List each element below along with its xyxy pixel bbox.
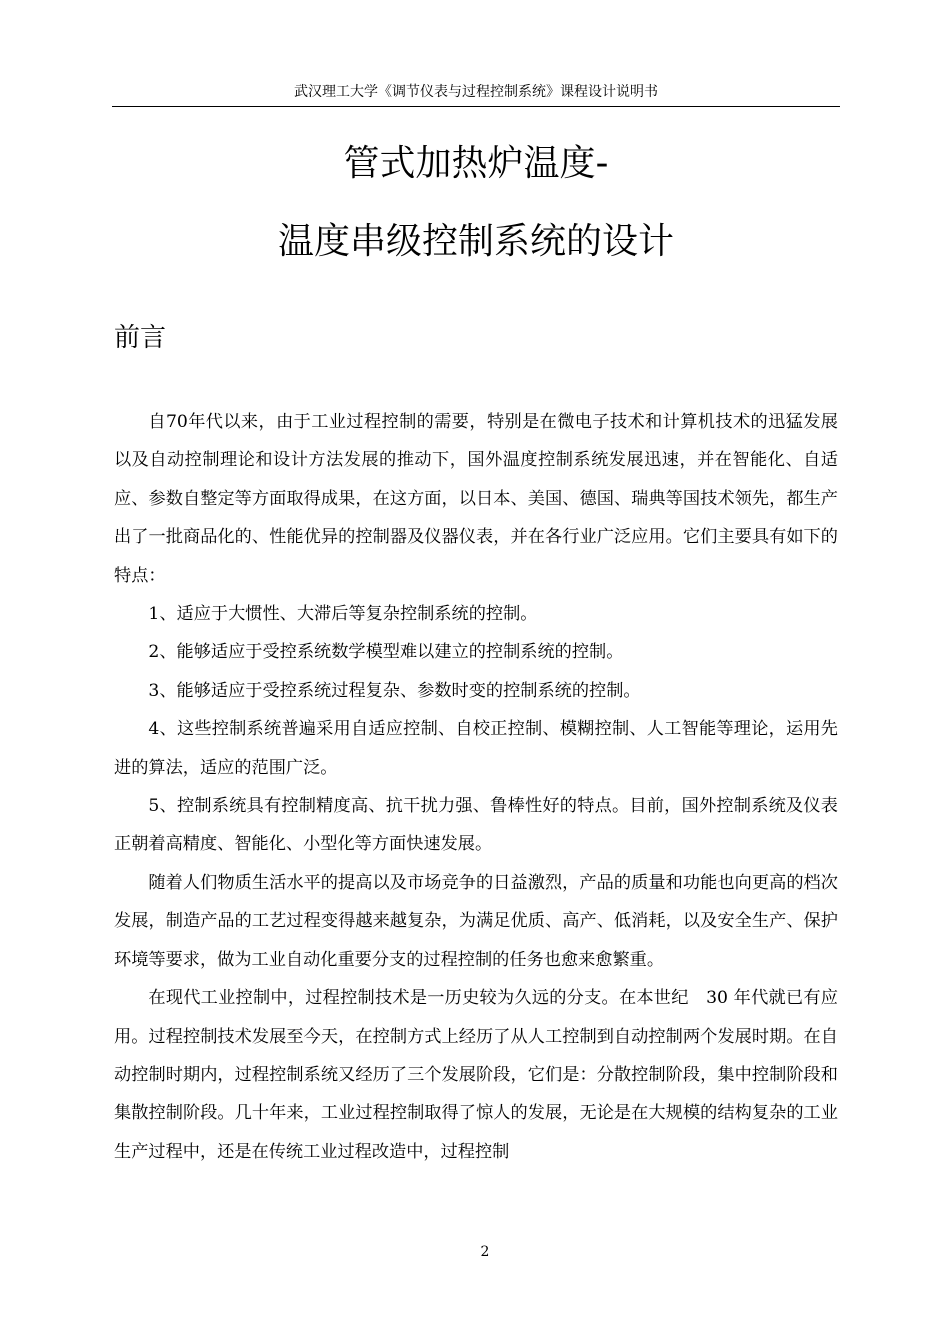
running-header: 武汉理工大学《调节仪表与过程控制系统》课程设计说明书: [294, 84, 658, 100]
page-number: 2: [480, 1244, 490, 1260]
body-text: [114, 403, 838, 1171]
list-item-1: 1、适应于大惯性、大滞后等复杂控制系统的控制。: [148, 604, 538, 625]
list-item-4: 4、这些控制系统普遍采用自适应控制、自校正控制、模糊控制、人工智能等理论，运用先进的算法，适应的范围广泛。: [114, 719, 838, 778]
paragraph-history: 在现代工业控制中，过程控制技术是一历史较为久远的分支。在本世纪 30 年代就已有应用。过程控制技术发展至今天，在控制方式上经历了从人工控制到自动控制两个发展时期。在自动控制时期内，过程控制系统又经历了三个发展阶段，它们是：分散控制阶段，集中控制阶段和集散控制阶段。几十年来，工业过程控制取得了惊人的发展，无论是在大规模的结构复杂的工业生产过程中，还是在传统工业过程改造中，过程控制: [114, 988, 838, 1162]
paragraph-market: 随着人们物质生活水平的提高以及市场竞争的日益激烈，产品的质量和功能也向更高的档次发展，制造产品的工艺过程变得越来越复杂，为满足优质、高产、低消耗，以及安全生产、保护环境等要求，做为工业自动化重要分支的过程控制的任务也愈来愈繁重。: [114, 872, 838, 970]
document-title-line-1: 管式加热炉温度-: [343, 143, 609, 184]
section-heading: 前言: [114, 323, 167, 353]
list-item-5: 5、控制系统具有控制精度高、抗干扰力强、鲁棒性好的特点。目前，国外控制系统及仪表正朝着高精度、智能化、小型化等方面快速发展。: [114, 796, 838, 855]
list-item-3: 3、能够适应于受控系统过程复杂、参数时变的控制系统的控制。: [148, 680, 641, 701]
list-item-2: 2、能够适应于受控系统数学模型难以建立的控制系统的控制。: [148, 642, 624, 663]
document-title-line-2: 温度串级控制系统的设计: [277, 221, 674, 262]
header-rule: [112, 106, 840, 107]
paragraph-intro: 自70年代以来，由于工业过程控制的需要，特别是在微电子技术和计算机技术的迅猛发展以及自动控制理论和设计方法发展的推动下，国外温度控制系统发展迅速，并在智能化、自适应、参数自整定等方面取得成果，在这方面，以日本、美国、德国、瑞典等国技术领先，都生产出了一批商品化的、性能优异的控制器及仪器仪表，并在各行业广泛应用。它们主要具有如下的特点：: [114, 412, 838, 586]
